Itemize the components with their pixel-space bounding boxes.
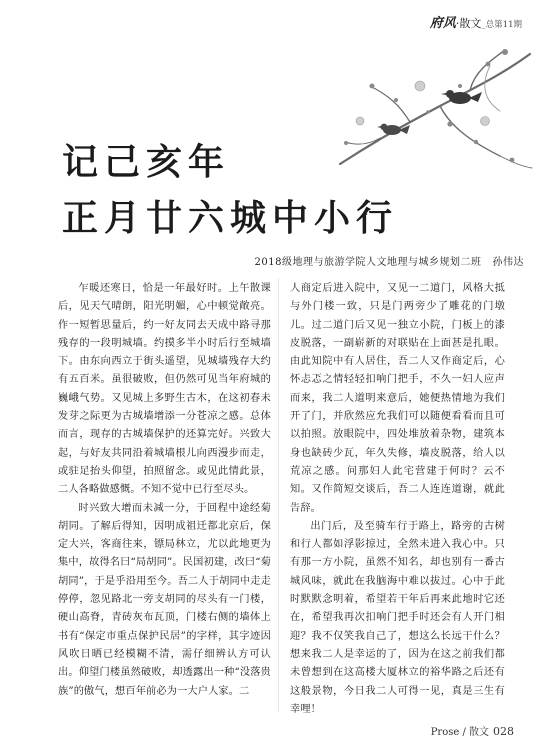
issue-label: _总第11期 [481, 20, 522, 30]
paragraph: 出门后，及至骑车行于路上，路旁的古树和行人都如浮影掠过，全然未进入我心中。只有那一方小院，虽然不知名，却也别有一番古城风味，就此在我脑海中难以拔过。心中于此时默默念明着，希望若干年后再来此地时它还在，希望我再次扣响门把手时还会有人开门相迎？我不仅笑我自己了，想这么长远干什么？想来我二人是幸运的了，因为在这之前我们都未曾想到在这高楼大厦林立的裕华路之后还有这般景物，今日我二人可得一见，真是三生有幸哩！ [290, 520, 505, 715]
article-title-line2: 正月廿六城中小行 [62, 198, 399, 239]
paragraph: 时兴致大增而未减一分，于回程中途经菊胡同。了解后得知，因明成祖迁都北京后，保定大兴，客商往来，镖局林立，尤以此地更为集中，故得名曰“局胡同”。民国初建，改曰“菊胡同”，于是乎沿用至今。吾二人于胡同中走走停停，忽见路北一旁支胡同的尽头有一门楼，硬山高脊，青砖灰布瓦顶，门楼右侧的墙体上书有“保定市重点保护民居”的字样，其字迹因风吹日晒已经模糊不清，需仔细辨认方可认出。仰望门楼虽然破败，却透露出一种“没落贵族”的傲气，想百年前必为一大户人家。二 [58, 502, 271, 697]
magazine-brand: 府风 [429, 16, 456, 31]
paragraph: 人商定后进入院中，又见一二道门，风格大抵与外门楼一致，只是门两旁少了雕花的门墩儿。过二道门后又见一独立小院，门板上的漆皮脱落，一副崭新的对联贴在上面甚是扎眼。由此知院中有人居住，吾二人又作商定后，心怀忐忑之情轻轻扣响门把手，不久一妇人应声而来，我二人道明来意后，她便热情地为我们开了门，并欣然应允我们可以随便看看而且可以拍照。放眼院中，四处堆放着杂物，建筑本身也缺砖少瓦，年久失修，墙皮脱落，给人以荒凉之感。问那妇人此宅营建于何时？云不知。又作简短交谈后，吾二人连连道谢，就此告辞。 [290, 283, 505, 514]
column-divider [278, 278, 279, 712]
page-header [430, 12, 522, 31]
footer-section-label: Prose / 散文 [430, 727, 489, 738]
byline [255, 253, 525, 268]
section-label: ·散文 [455, 17, 482, 30]
bird-branch-illustration [300, 46, 540, 176]
page-number: 028 [493, 725, 514, 738]
left-column [58, 280, 271, 701]
page-footer [431, 723, 514, 738]
article-title-line1: 记己亥年 [62, 142, 231, 183]
paragraph: 乍暖还寒日，恰是一年最好时。上午散课后，见天气晴朗，阳光明媚，心中顿觉敞亮。作一短暂思量后，约一好友同去天成中路寻那残存的一段明城墙。约摸多半小时后行至城墙下。由东向西立于街头遥望，见城墙残存大约有五百米。虽很破败，但仍然可见当年府城的巍峨气势。又见城上多野生古木，在这初春未发芽之际更为古城墙增添一分苍凉之感。总体而言，现存的古城墙保护的还算完好。兴致大起，与好友共同沿着城墙根儿向西漫步而走，或驻足抬头仰望，拍照留念。或见此情此景，二人各略做感慨。不知不觉中已行至尽头。 [58, 283, 271, 496]
author-affiliation: 2018级地理与旅游学院人文地理与城乡规划二班 [254, 257, 482, 268]
right-column [290, 280, 505, 719]
author-name: 孙伟达 [492, 257, 524, 268]
